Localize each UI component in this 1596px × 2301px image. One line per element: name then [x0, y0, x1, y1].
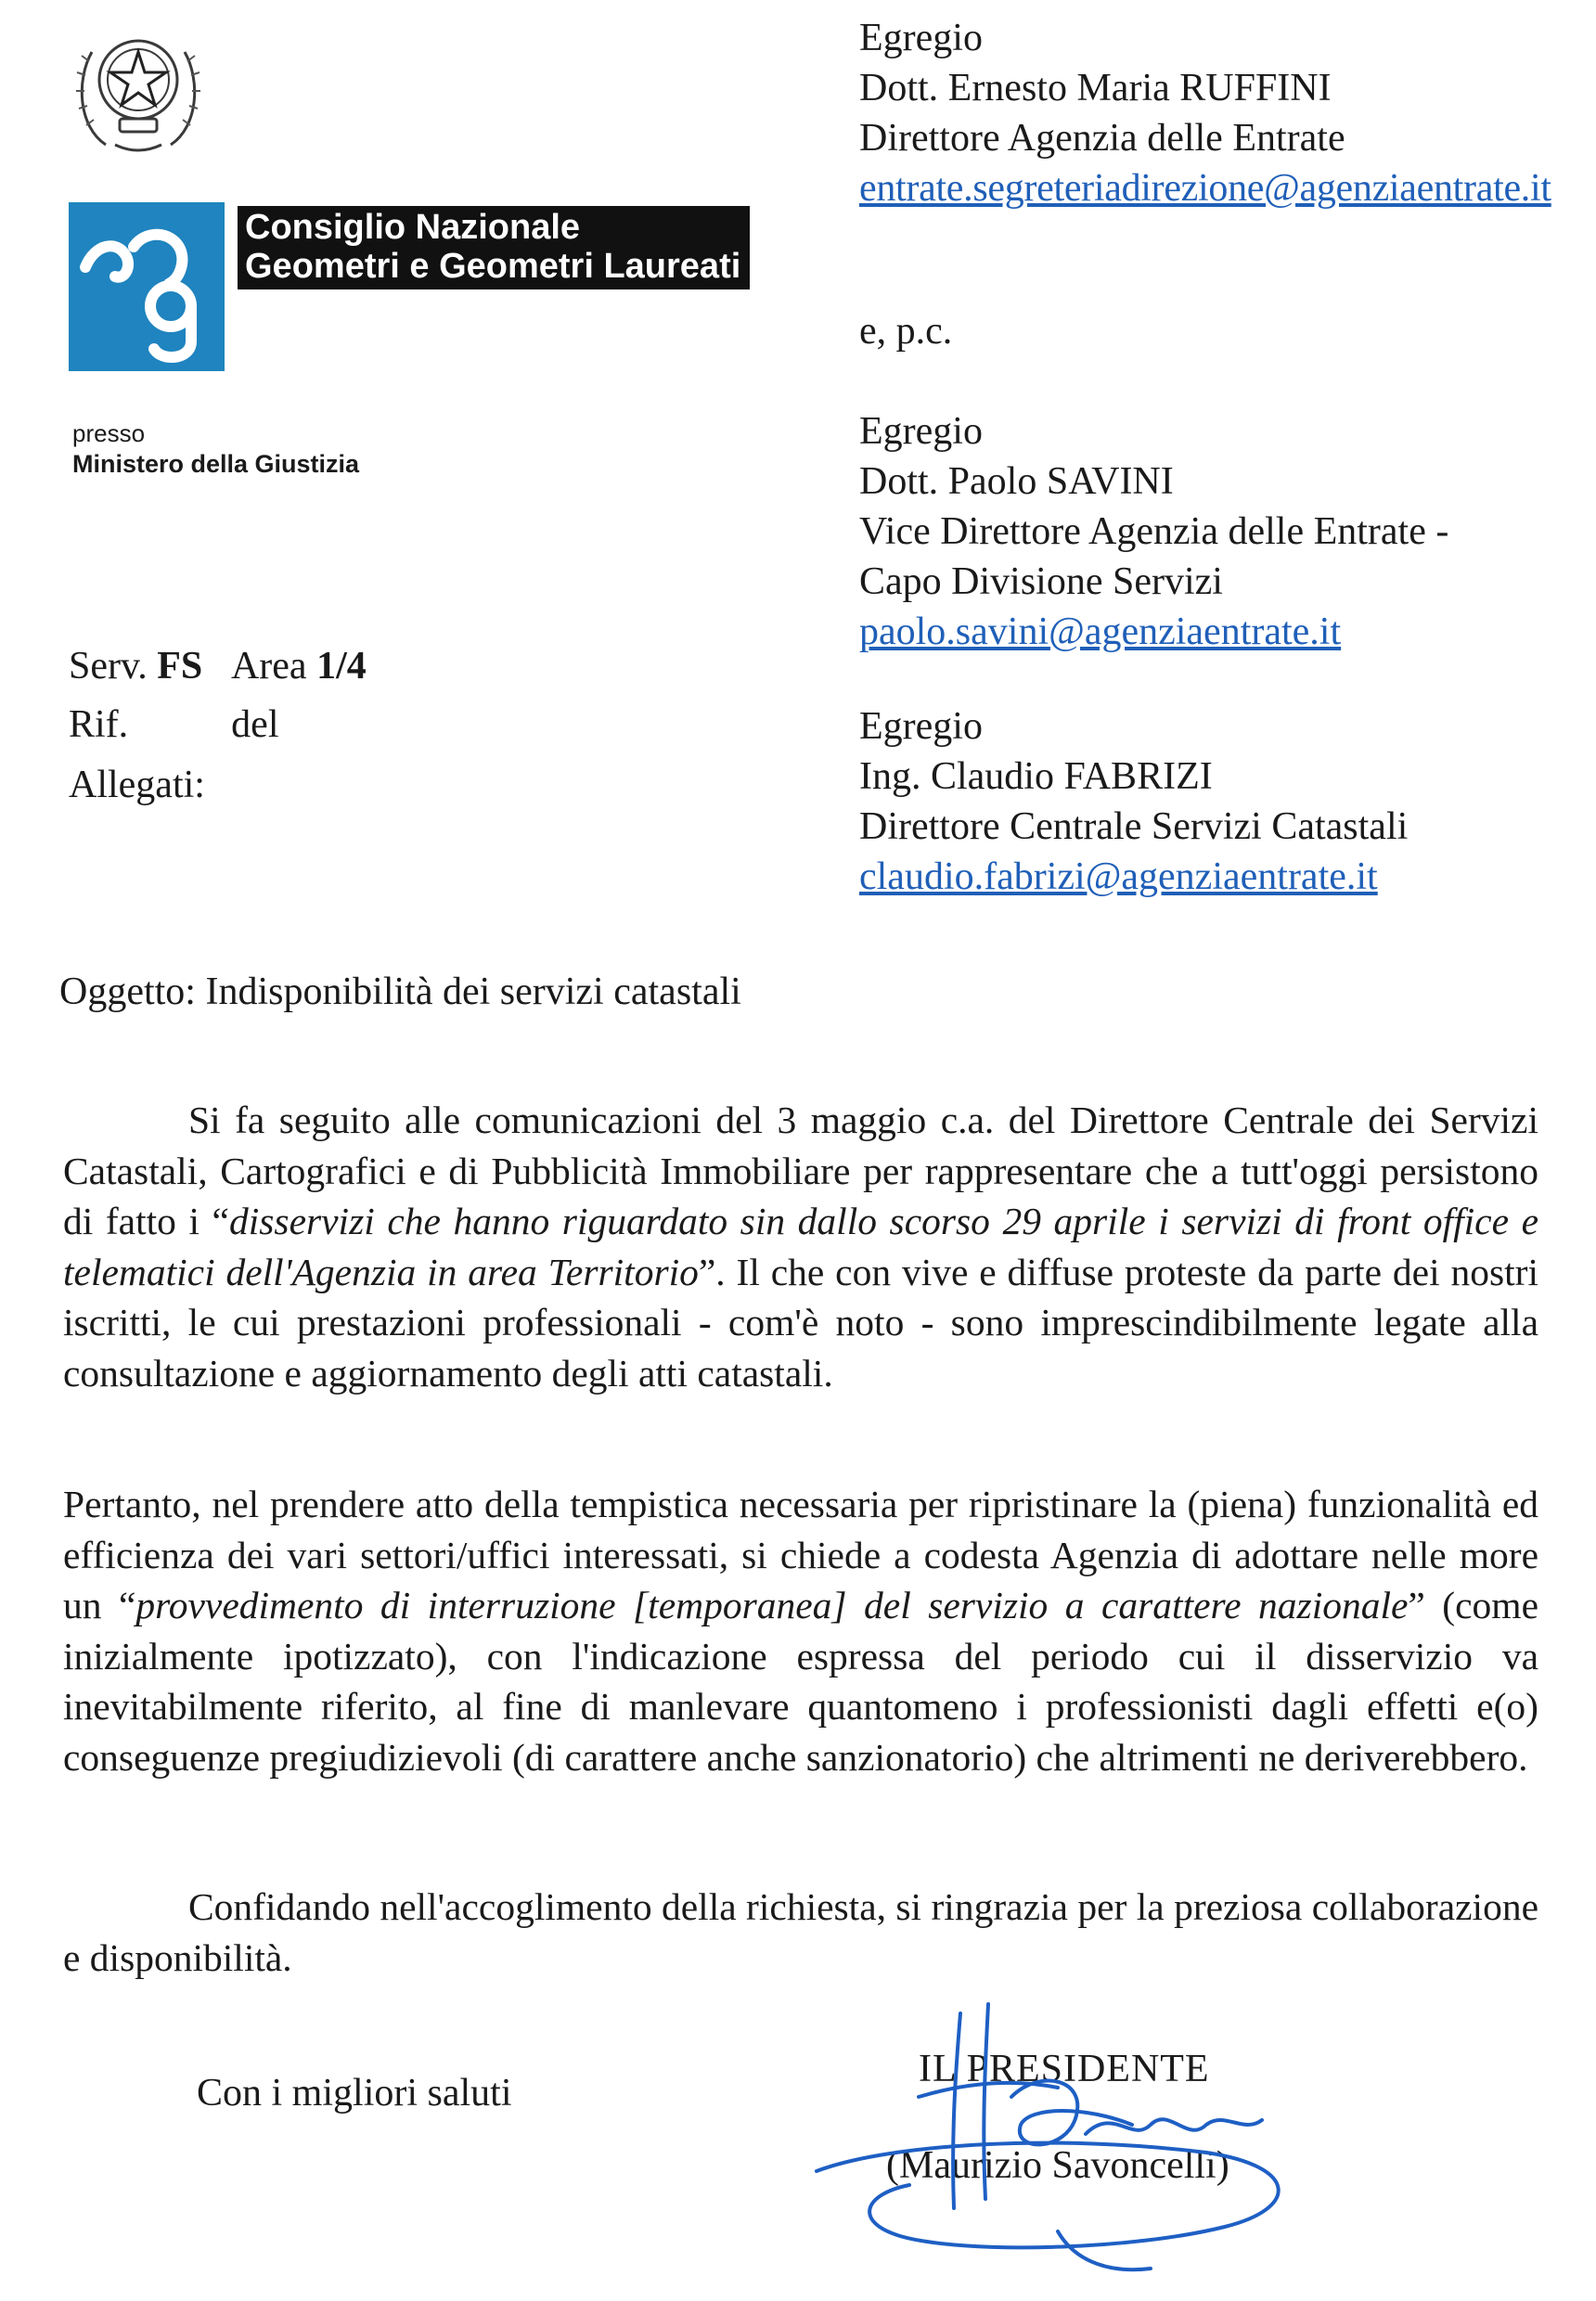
- cng-mark-icon: [69, 202, 225, 371]
- recipient-block: [859, 406, 1448, 657]
- recipient-role: Direttore Centrale Servizi Catastali: [859, 805, 1409, 848]
- closing-salutation: Con i migliori saluti: [197, 2072, 512, 2115]
- recipient-block: [859, 701, 1408, 902]
- recipient-salutation: Egregio: [859, 17, 983, 59]
- ministero-label: Ministero della Giustizia: [72, 450, 360, 478]
- presso-label: presso: [72, 419, 146, 447]
- p1-quote: disservizi che hanno riguardato sin dallo scorso 29 aprile i servizi di front office e telematici dell'Agenzia in area Territorio: [63, 1200, 1539, 1293]
- rif-line: [69, 702, 278, 747]
- recipient-name: Dott. Paolo SAVINI: [859, 460, 1174, 503]
- recipient-name: Ing. Claudio FABRIZI: [859, 755, 1213, 798]
- serv-area-line: [69, 644, 367, 688]
- recipient-salutation: Egregio: [859, 410, 983, 453]
- recipient-salutation: Egregio: [859, 705, 983, 748]
- p3-text: Confidando nell'accoglimento della richiesta, si ringrazia per la preziosa collaborazione e disponibilità.: [63, 1885, 1538, 1979]
- org-name: [238, 206, 750, 289]
- recipient-email-link[interactable]: claudio.fabrizi@agenziaentrate.it: [859, 855, 1378, 898]
- recipient-role: Vice Direttore Agenzia delle Entrate -: [859, 510, 1449, 553]
- body-paragraph-1: [63, 1095, 1538, 1398]
- p2-text-b: ” (come inizialmente ipotizzato), con l'indicazione espressa del periodo cui il disservizio va inevitabilmente riferito, al fine di manlevare quantomeno i professionisti dagli effetti e(o) conseguenze pregiudizievoli (di carattere anche sanzionatorio) che altrimenti ne deriverebbero.: [63, 1584, 1538, 1779]
- area-value: 1/4: [316, 645, 367, 688]
- cc-label: e, p.c.: [859, 310, 953, 353]
- recipient-block: [859, 13, 1551, 213]
- del-label: del: [231, 703, 279, 746]
- rif-label: Rif.: [69, 703, 129, 746]
- recipient-name: Dott. Ernesto Maria RUFFINI: [859, 67, 1332, 109]
- area-label: Area: [230, 645, 307, 688]
- org-name-line1: Consiglio Nazionale: [245, 208, 581, 247]
- signer-title: IL PRESIDENTE: [919, 2048, 1210, 2090]
- recipient-email-link[interactable]: paolo.savini@agenziaentrate.it: [859, 611, 1342, 653]
- subject-line: Oggetto: Indisponibilità dei servizi catastali: [59, 971, 741, 1013]
- cng-logo: [69, 202, 225, 371]
- allegati-label: Allegati:: [69, 764, 205, 806]
- serv-label: Serv.: [69, 645, 148, 688]
- body-paragraph-3: [63, 1882, 1538, 1983]
- body-paragraph-2: [63, 1479, 1538, 1782]
- p2-quote: provvedimento di interruzione [temporanea] del servizio a carattere nazionale: [135, 1584, 1409, 1626]
- recipient-role: Direttore Agenzia delle Entrate: [859, 117, 1345, 160]
- p1-text-a: Si fa seguito alle comunicazioni del 3 maggio c.a. del Direttore Centrale dei Servizi Catastali, Cartografici e di Pubblicità Immobiliare per rappresentare che a tutt'oggi persistono di fatto i “: [63, 1099, 1538, 1242]
- org-name-line2: Geometri e Geometri Laureati: [245, 247, 741, 286]
- recipient-role-2: Capo Divisione Servizi: [859, 560, 1223, 603]
- p1-text-b: ”. Il che con vive e diffuse proteste da parte dei nostri iscritti, le cui prestazioni professionali - com'è noto - sono imprescindibilmente legate alla consultazione e aggiornamento degli atti catastali.: [63, 1250, 1538, 1395]
- p2-text-a: Pertanto, nel prendere atto della tempistica necessaria per ripristinare la (piena) funzionalità ed efficienza dei vari settori/uffici interessati, si chiede a codesta Agenzia di adottare nelle more un “: [63, 1483, 1538, 1626]
- signer-name: (Maurizio Savoncelli): [886, 2144, 1229, 2187]
- serv-value: FS: [157, 645, 203, 688]
- italian-republic-emblem-icon: [69, 6, 208, 161]
- recipient-email-link[interactable]: entrate.segreteriadirezione@agenziaentrate.it: [859, 167, 1551, 210]
